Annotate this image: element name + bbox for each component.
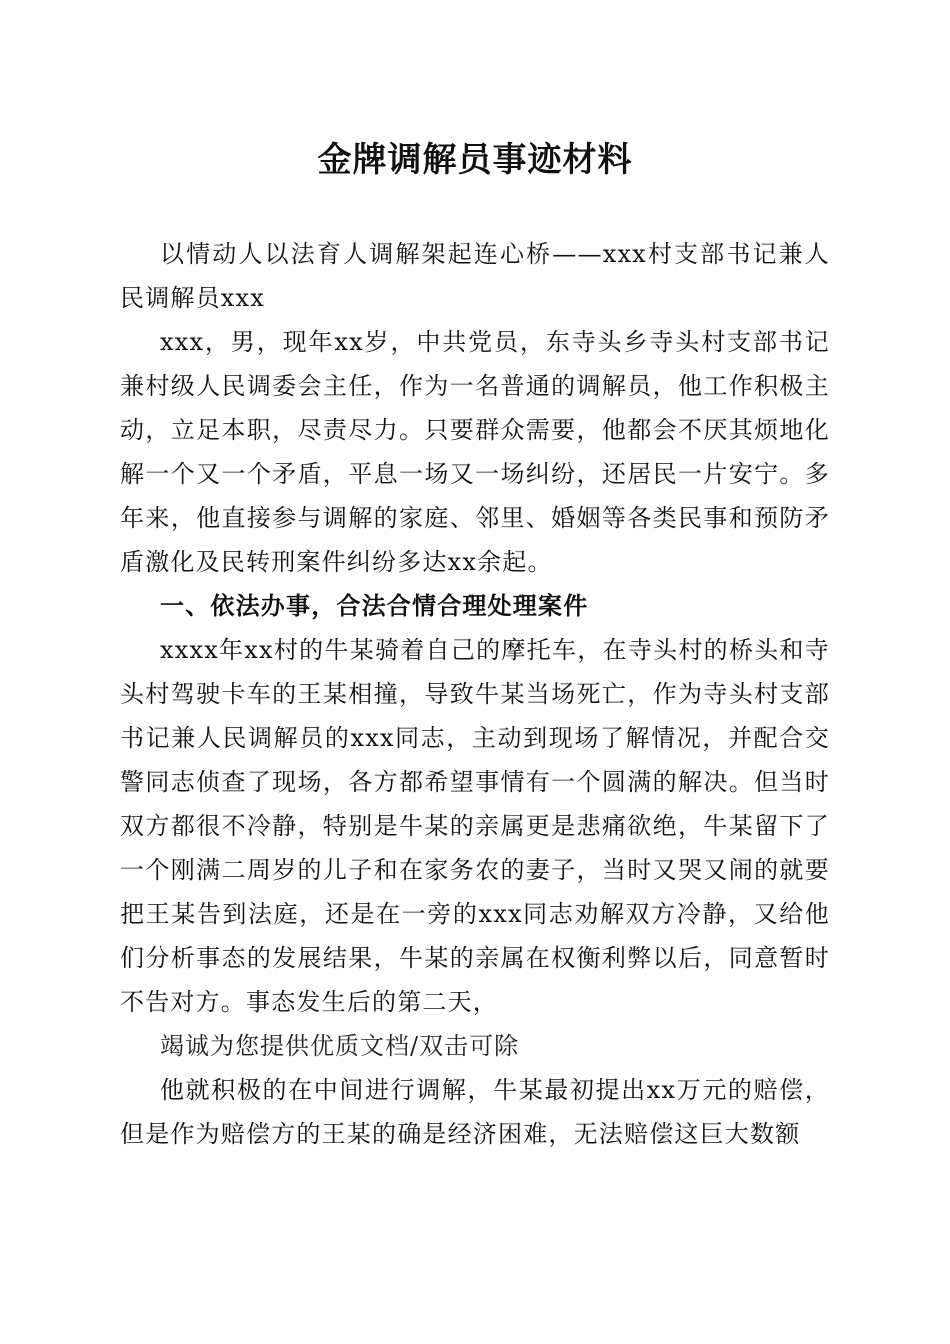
subtitle-paragraph: 以情动人以法育人调解架起连心桥——xxx村支部书记兼人民调解员xxx bbox=[120, 240, 830, 312]
document-body bbox=[120, 232, 830, 1156]
intro-paragraph: xxx，男，现年xx岁，中共党员，东寺头乡寺头村支部书记兼村级人民调委会主任，作为一名普通的调解员，他工作积极主动，立足本职，尽责尽力。只要群众需要，他都会不厌其烦地化解一个又一个矛盾，平息一场又一场纠纷，还居民一片安宁。多年来，他直接参与调解的家庭、邻里、婚姻等各类民事和预防矛盾激化及民转刑案件纠纷多达xx余起。 bbox=[120, 328, 830, 576]
document-title: 金牌调解员事迹材料 bbox=[317, 140, 633, 180]
case-paragraph: xxxx年xx村的牛某骑着自己的摩托车，在寺头村的桥头和寺头村驾驶卡车的王某相撞，导致牛某当场死亡，作为寺头村支部书记兼人民调解员的xxx同志，主动到现场了解情况，并配合交警同志侦查了现场，各方都希望事情有一个圆满的解决。但当时双方都很不冷静，特别是牛某的亲属更是悲痛欲绝，牛某留下了一个刚满二周岁的儿子和在家务农的妻子，当时又哭又闹的就要把王某告到法庭，还是在一旁的xxx同志劝解双方冷静，又给他们分析事态的发展结果，牛某的亲属在权衡利弊以后，同意暂时不告对方。事态发生后的第二天， bbox=[120, 636, 830, 1016]
watermark-notice: 竭诚为您提供优质文档/双击可除 bbox=[160, 1032, 520, 1060]
section-heading-1: 一、依法办事，合法合情合理处理案件 bbox=[160, 592, 589, 620]
continuation-paragraph: 他就积极的在中间进行调解，牛某最初提出xx万元的赔偿，但是作为赔偿方的王某的确是经济困难，无法赔偿这巨大数额 bbox=[120, 1076, 830, 1148]
